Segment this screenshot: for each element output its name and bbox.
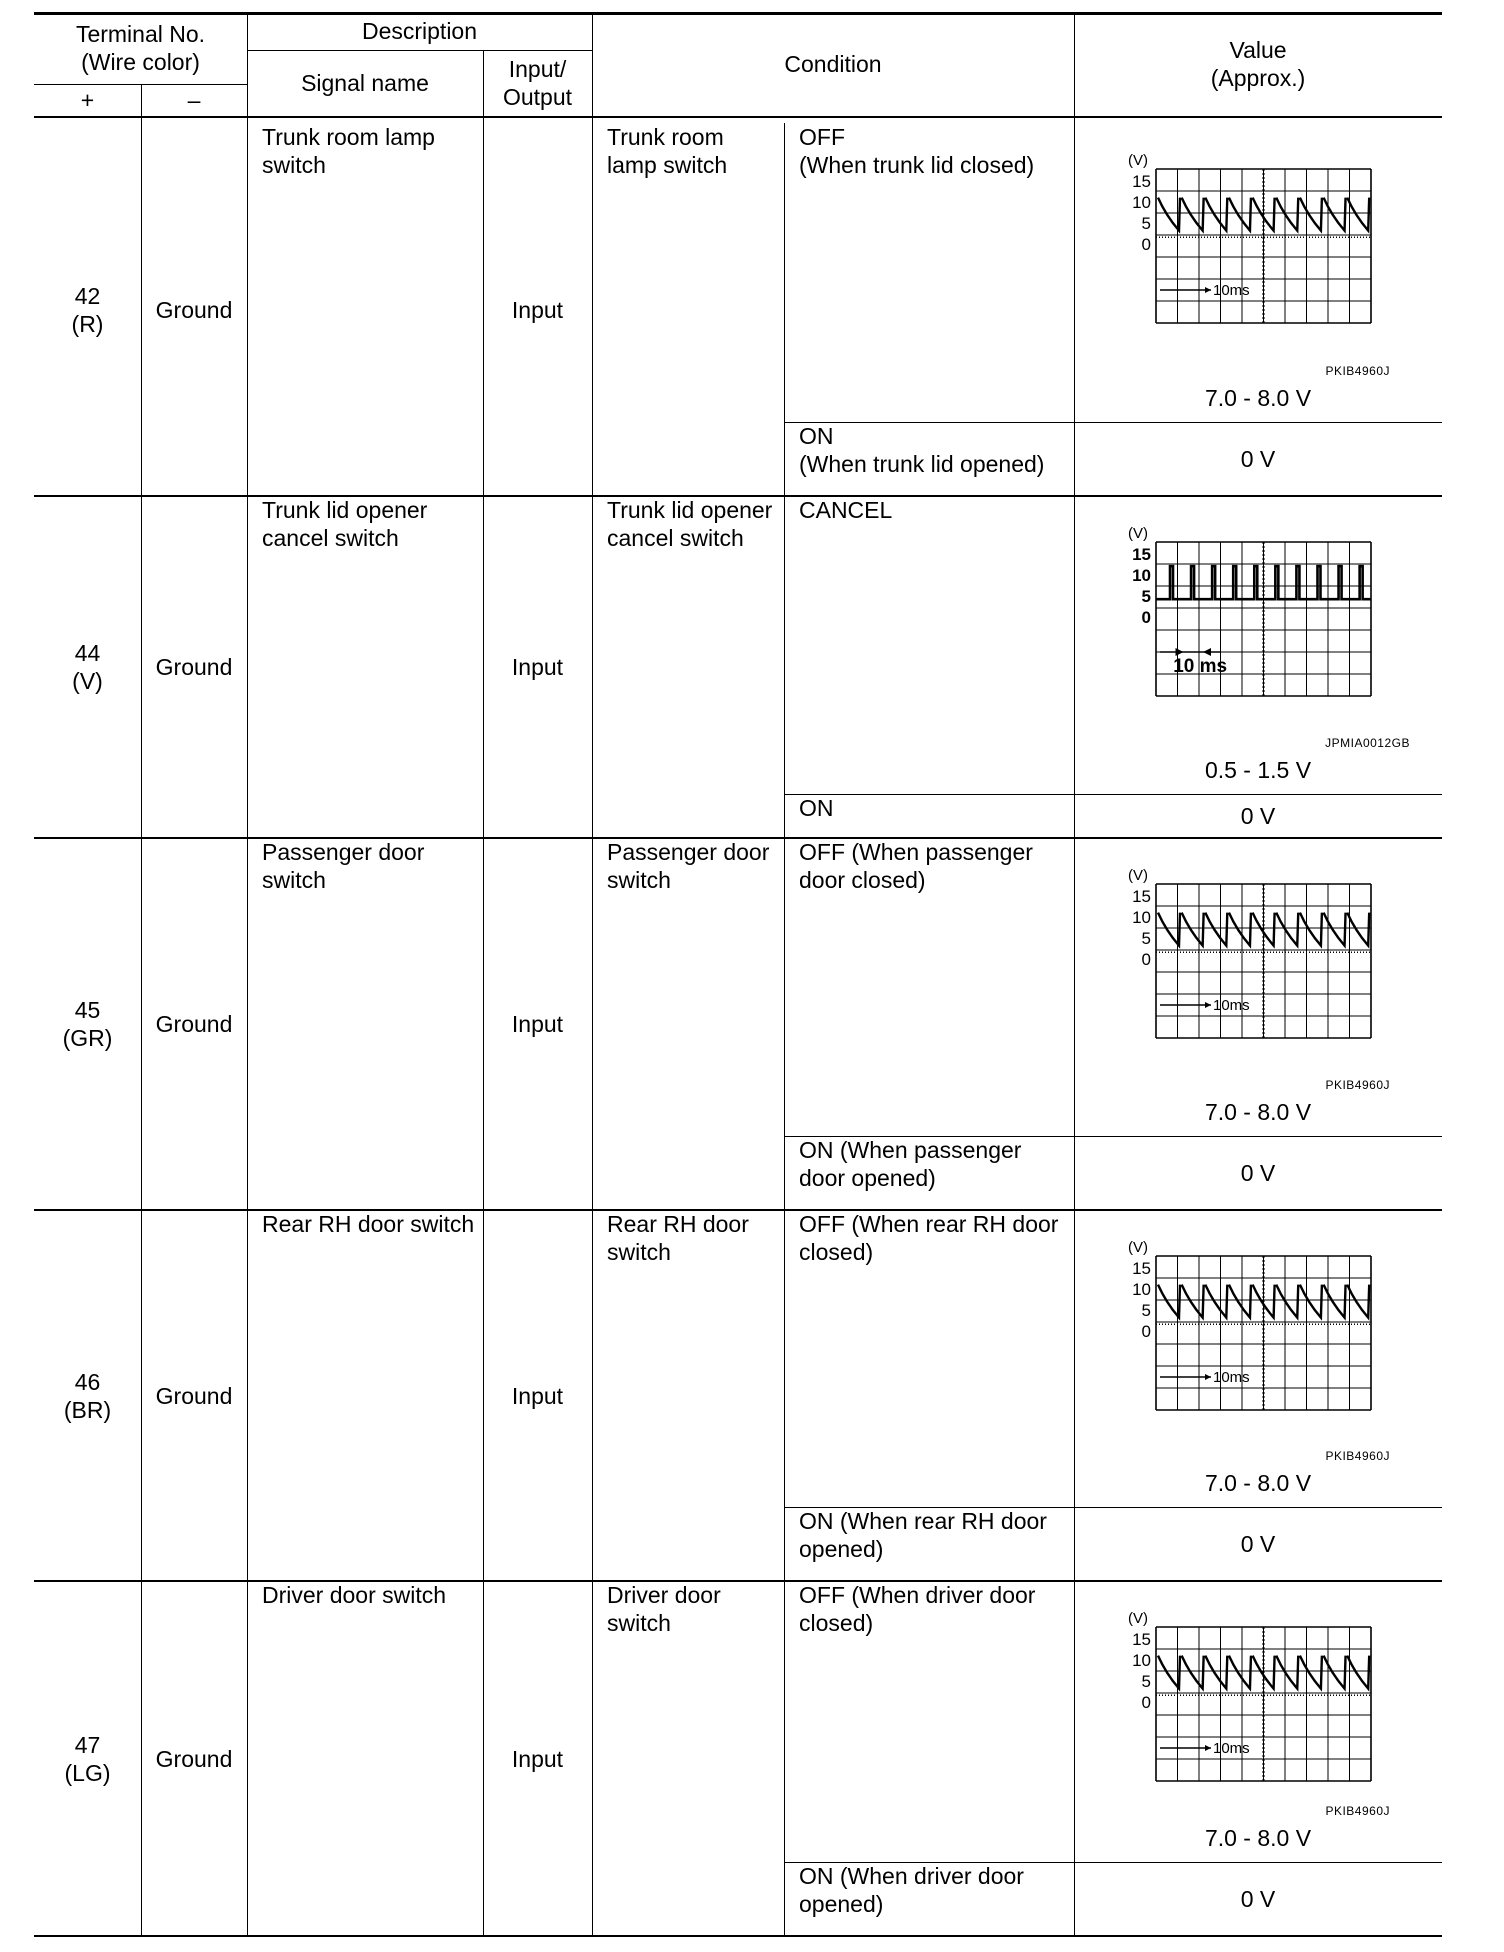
signal-name-line1: Trunk lid opener	[262, 497, 428, 523]
waveform-figure	[1112, 129, 1384, 327]
on-value: 0 V	[1240, 446, 1276, 472]
condition-off	[784, 496, 1074, 794]
y-tick-label: 0	[1141, 608, 1151, 627]
y-tick-label: 0	[1141, 235, 1151, 254]
time-arrow-head	[1205, 1374, 1211, 1380]
y-tick-label: 5	[1141, 587, 1151, 606]
condition-item-line2: lamp switch	[607, 152, 728, 178]
table-top-rule	[34, 12, 1442, 15]
condition-item-line1: Passenger door	[607, 839, 770, 865]
terminal-no: 44	[74, 640, 101, 666]
header-input-output-line2: Output	[502, 84, 573, 110]
condition-item	[592, 496, 784, 838]
time-arrow-head	[1205, 1002, 1211, 1008]
y-tick-label: 5	[1141, 1672, 1151, 1691]
terminal-no: 46	[74, 1368, 101, 1395]
y-unit-label: (V)	[1128, 1610, 1148, 1627]
condition-off-line1: OFF	[799, 124, 845, 150]
signal-name	[247, 496, 483, 838]
condition-on	[784, 1136, 1074, 1210]
signal-name-line2: cancel switch	[262, 525, 399, 551]
on-value: 0 V	[1240, 1886, 1276, 1912]
oscilloscope-waveform	[1112, 1216, 1384, 1414]
time-scale-label: 10 ms	[1173, 656, 1228, 677]
condition-item	[592, 123, 784, 496]
condition-off-line1: OFF (When passenger	[799, 839, 1033, 865]
waveform-figure	[1112, 1216, 1384, 1414]
terminal-number	[34, 1210, 141, 1581]
off-value: 7.0 - 8.0 V	[1204, 385, 1312, 411]
condition-off-line2: door closed)	[799, 867, 926, 893]
condition-off	[784, 123, 1074, 422]
condition-off-line2: closed)	[799, 1610, 874, 1636]
header-value	[1074, 12, 1442, 116]
input-output: Input	[511, 654, 564, 680]
header-value-line2: (Approx.)	[1210, 65, 1306, 91]
header-signal-name: Signal name	[301, 70, 429, 96]
condition-item-line1: Driver door	[607, 1582, 721, 1608]
condition-on-line1: ON	[799, 795, 834, 821]
y-tick-label: 5	[1141, 214, 1151, 233]
figure-code: PKIB4960J	[1325, 1804, 1390, 1818]
y-tick-label: 15	[1132, 1259, 1151, 1278]
condition-item-line1: Trunk room	[607, 124, 724, 150]
header-input-output-line1: Input/	[508, 56, 567, 82]
time-arrow-head	[1205, 1745, 1211, 1751]
signal-name-line2: switch	[262, 152, 326, 178]
on-value: 0 V	[1240, 1160, 1276, 1186]
y-tick-label: 15	[1132, 1630, 1151, 1649]
signal-name	[247, 1210, 483, 1581]
header-terminal-label: Terminal No.	[75, 21, 206, 47]
wire-color: (V)	[72, 668, 103, 694]
off-value: 7.0 - 8.0 V	[1204, 1470, 1312, 1496]
y-tick-label: 15	[1132, 545, 1151, 564]
signal-name-line1: Trunk room lamp	[262, 124, 435, 150]
time-scale-label: 10ms	[1213, 1740, 1250, 1757]
input-output: Input	[511, 1382, 564, 1409]
header-terminal-no	[34, 12, 247, 84]
input-output: Input	[511, 1745, 564, 1772]
condition-on	[784, 794, 1074, 838]
condition-off-line2: closed)	[799, 1239, 874, 1265]
y-tick-label: 10	[1132, 193, 1151, 212]
waveform-figure	[1112, 844, 1384, 1042]
y-unit-label: (V)	[1128, 1239, 1148, 1256]
condition-off	[784, 1210, 1074, 1507]
signal-name	[247, 1581, 483, 1936]
header-minus: –	[187, 87, 201, 113]
y-tick-label: 15	[1132, 172, 1151, 191]
on-value: 0 V	[1240, 803, 1276, 829]
wire-color: (R)	[71, 310, 104, 337]
condition-off	[784, 838, 1074, 1136]
condition-item-line2: switch	[607, 867, 671, 893]
input-output: Input	[511, 296, 564, 323]
y-tick-label: 0	[1141, 1693, 1151, 1712]
terminal-no: 45	[74, 997, 101, 1023]
off-value: 7.0 - 8.0 V	[1204, 1099, 1312, 1125]
condition-item-line2: cancel switch	[607, 525, 744, 551]
oscilloscope-waveform	[1112, 502, 1384, 700]
y-tick-label: 5	[1141, 929, 1151, 948]
ground-terminal: Ground	[155, 296, 233, 323]
y-tick-label: 10	[1132, 1651, 1151, 1670]
ground-terminal: Ground	[155, 1382, 233, 1409]
condition-on	[784, 1507, 1074, 1581]
on-value: 0 V	[1240, 1531, 1276, 1557]
y-unit-label: (V)	[1128, 867, 1148, 884]
header-wire-color-label: (Wire color)	[81, 49, 200, 75]
condition-on	[784, 1862, 1074, 1936]
terminal-number	[34, 123, 141, 496]
off-value: 7.0 - 8.0 V	[1204, 1825, 1312, 1851]
wire-color: (LG)	[64, 1759, 111, 1786]
y-tick-label: 10	[1132, 566, 1151, 585]
condition-item	[592, 1581, 784, 1936]
terminal-table	[34, 12, 1442, 1936]
terminal-number	[34, 496, 141, 838]
condition-off-line2: (When trunk lid closed)	[799, 152, 1035, 178]
y-tick-label: 10	[1132, 908, 1151, 927]
signal-name	[247, 838, 483, 1210]
condition-on-line1: ON (When driver door	[799, 1863, 1024, 1889]
figure-code: PKIB4960J	[1325, 364, 1390, 378]
y-tick-label: 5	[1141, 1301, 1151, 1320]
signal-name-line2: switch	[262, 867, 326, 893]
input-output: Input	[511, 1011, 564, 1037]
condition-item	[592, 1210, 784, 1581]
time-arrow-head	[1203, 648, 1211, 656]
condition-on-line2: door opened)	[799, 1165, 936, 1191]
condition-item-line1: Rear RH door	[607, 1211, 749, 1237]
condition-off-line1: OFF (When rear RH door	[799, 1211, 1059, 1237]
signal-name-line1: Driver door switch	[262, 1582, 447, 1608]
ground-terminal: Ground	[155, 1745, 233, 1772]
y-tick-label: 10	[1132, 1280, 1151, 1299]
signal-name-line1: Rear RH door switch	[262, 1211, 475, 1237]
col-rule-value	[1074, 12, 1075, 1936]
signal-name	[247, 123, 483, 496]
condition-item-line2: switch	[607, 1610, 671, 1636]
condition-item-line2: switch	[607, 1239, 671, 1265]
off-value: 0.5 - 1.5 V	[1204, 757, 1312, 783]
y-tick-label: 0	[1141, 950, 1151, 969]
y-tick-label: 0	[1141, 1322, 1151, 1341]
y-unit-label: (V)	[1128, 525, 1148, 542]
condition-item	[592, 838, 784, 1210]
terminal-no: 42	[74, 282, 101, 309]
y-tick-label: 15	[1132, 887, 1151, 906]
time-scale-label: 10ms	[1213, 1369, 1250, 1386]
terminal-number	[34, 838, 141, 1210]
header-bottom-rule	[34, 116, 1442, 118]
header-description: Description	[361, 18, 478, 44]
condition-on	[784, 422, 1074, 496]
oscilloscope-waveform	[1112, 1587, 1384, 1785]
ground-terminal: Ground	[155, 654, 233, 680]
oscilloscope-waveform	[1112, 844, 1384, 1042]
condition-on-line1: ON (When rear RH door	[799, 1508, 1047, 1534]
header-value-line1: Value	[1229, 37, 1287, 63]
condition-on-line1: ON	[799, 423, 834, 449]
time-scale-label: 10ms	[1213, 282, 1250, 299]
condition-on-line1: ON (When passenger	[799, 1137, 1022, 1163]
waveform-figure	[1112, 1587, 1384, 1785]
time-arrow-head	[1176, 648, 1184, 656]
condition-off-line1: CANCEL	[799, 497, 893, 523]
time-arrow-head	[1205, 287, 1211, 293]
header-condition: Condition	[784, 51, 882, 77]
condition-on-line2: opened)	[799, 1891, 884, 1917]
ground-terminal: Ground	[155, 1011, 233, 1037]
signal-name-line1: Passenger door	[262, 839, 425, 865]
figure-code: PKIB4960J	[1325, 1449, 1390, 1463]
time-scale-label: 10ms	[1213, 997, 1250, 1014]
wire-color: (GR)	[62, 1025, 113, 1051]
figure-code: PKIB4960J	[1325, 1078, 1390, 1092]
y-unit-label: (V)	[1128, 152, 1148, 169]
condition-on-line2: opened)	[799, 1536, 884, 1562]
condition-off-line1: OFF (When driver door	[799, 1582, 1036, 1608]
figure-code: JPMIA0012GB	[1325, 736, 1410, 750]
condition-item-line1: Trunk lid opener	[607, 497, 773, 523]
header-input-output	[483, 50, 592, 116]
condition-on-line2: (When trunk lid opened)	[799, 451, 1045, 477]
header-plus: +	[80, 87, 95, 113]
oscilloscope-waveform	[1112, 129, 1384, 327]
terminal-no: 47	[74, 1731, 101, 1758]
terminal-number	[34, 1581, 141, 1936]
waveform-figure	[1112, 502, 1384, 700]
condition-off	[784, 1581, 1074, 1862]
wire-color: (BR)	[63, 1396, 112, 1423]
header-rule-description	[247, 50, 592, 51]
